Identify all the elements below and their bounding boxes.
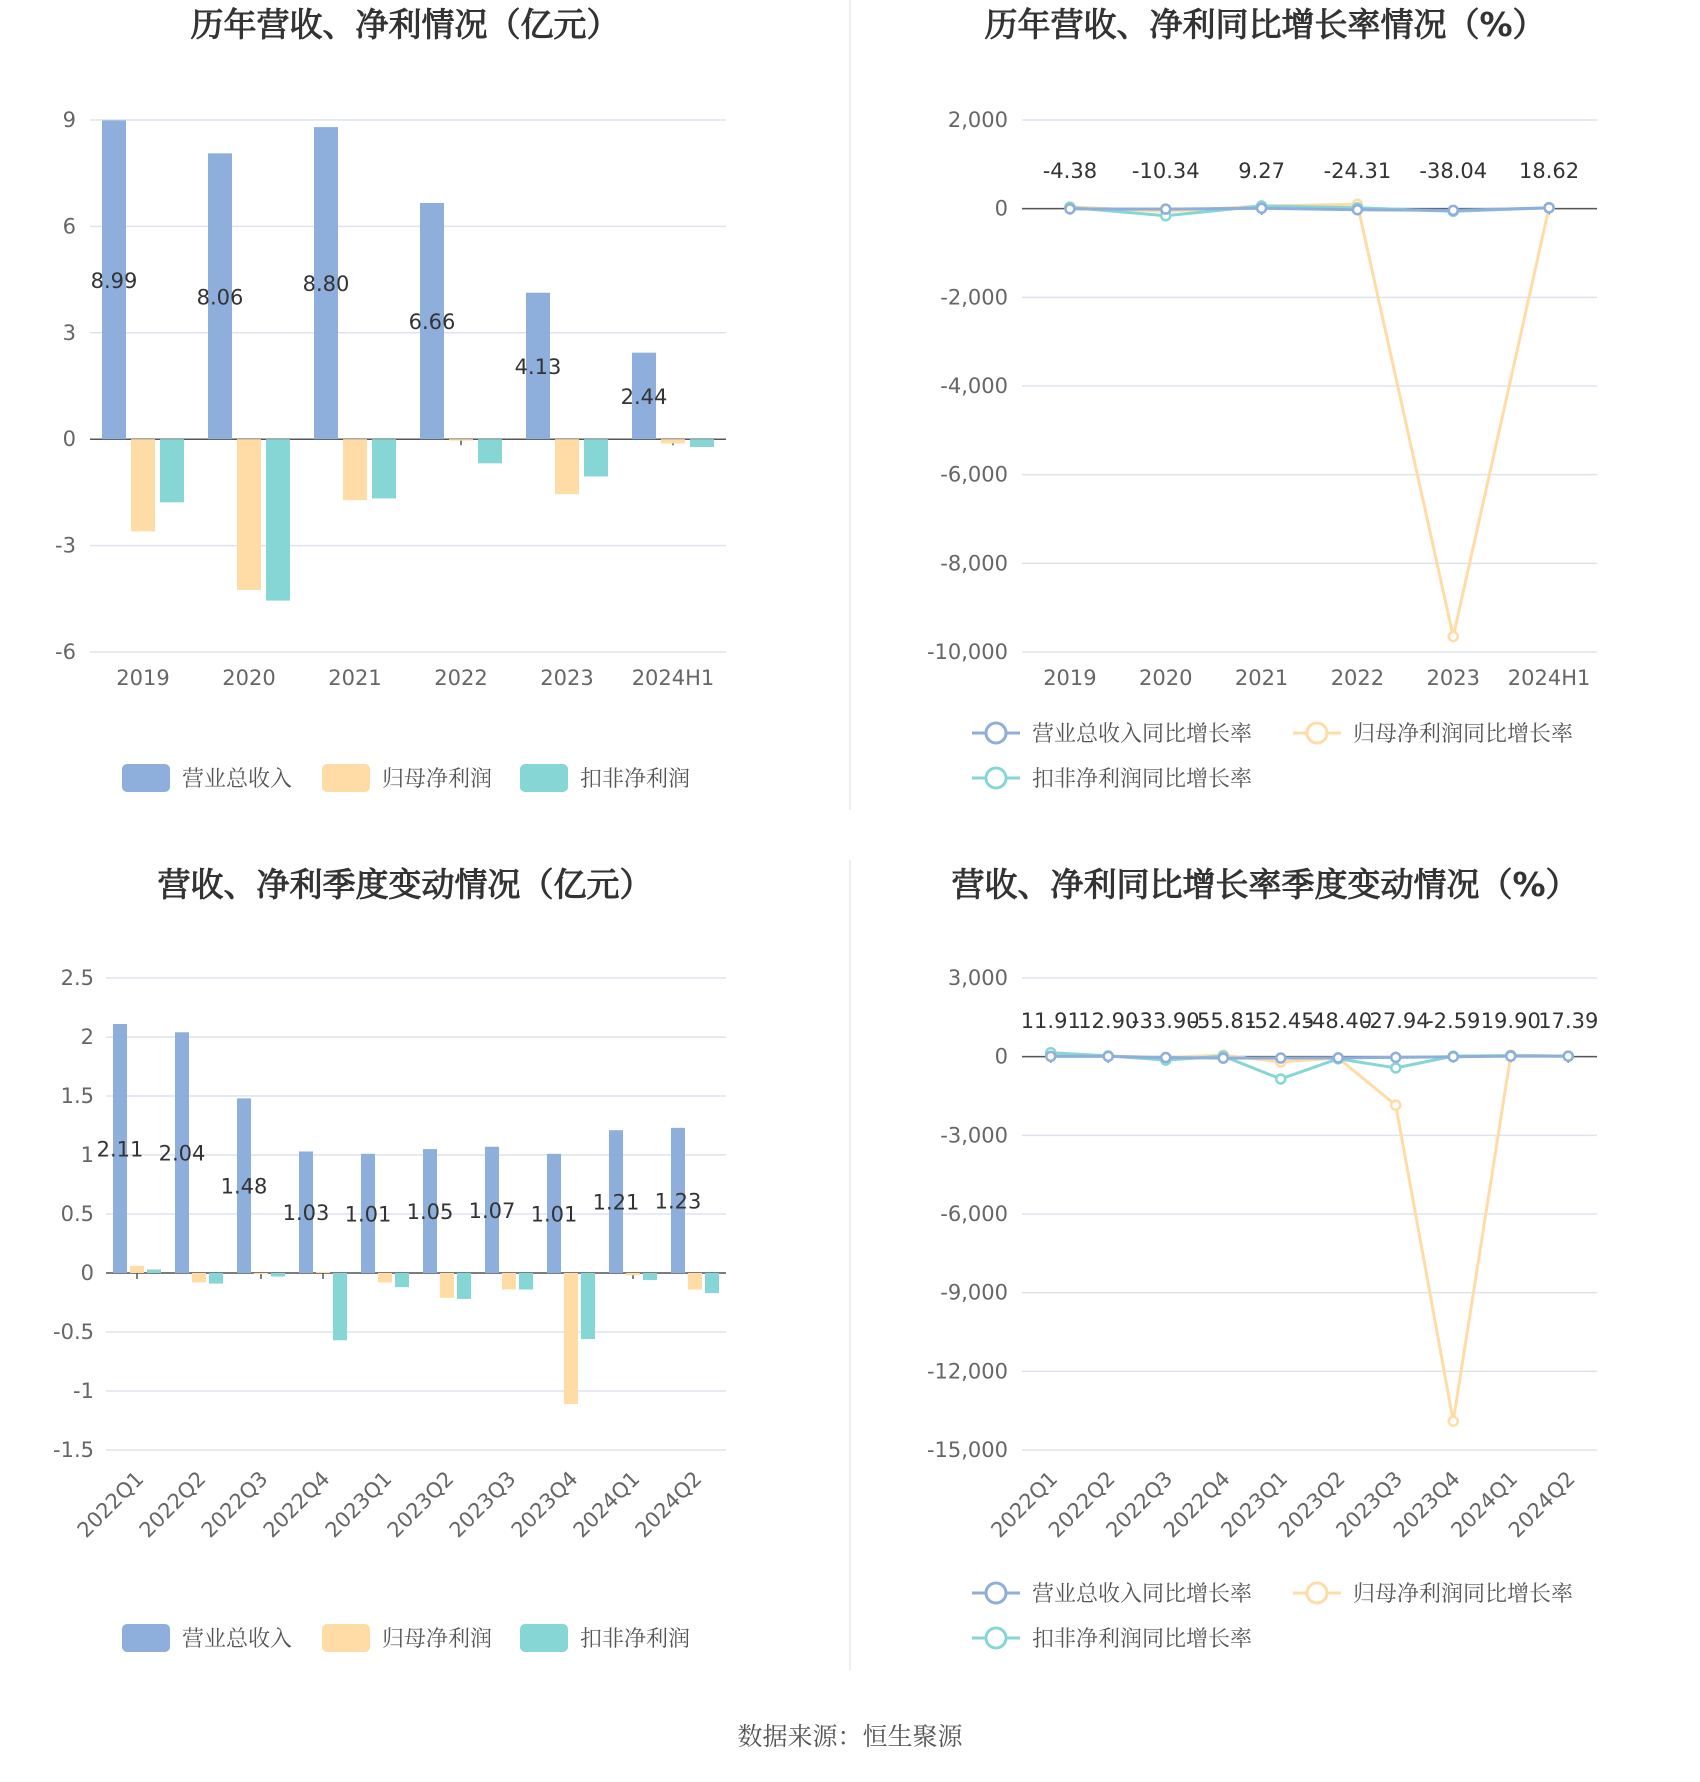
- y-tick-label: -8,000: [940, 551, 1008, 576]
- bar-net_profit: [555, 439, 579, 494]
- point-value-label: -10.34: [1131, 159, 1200, 183]
- bar-deducted_profit: [395, 1273, 409, 1287]
- series-point-revenue: [1506, 1052, 1515, 1061]
- legend-label: 扣非净利润同比增长率: [1032, 767, 1253, 792]
- legend-marker: [1307, 723, 1327, 743]
- bar-value-label: 1.23: [654, 1189, 702, 1214]
- x-category-label: 2022Q4: [1158, 1466, 1235, 1543]
- bar-value-label: 1.07: [468, 1198, 516, 1223]
- point-value-label: 12.90: [1078, 1009, 1139, 1033]
- bar-net_profit: [316, 1272, 330, 1273]
- bar-net_profit: [378, 1273, 392, 1282]
- bar-net_profit: [626, 1273, 640, 1275]
- y-tick-label: 0: [994, 196, 1008, 221]
- series-point-revenue: [1161, 205, 1170, 214]
- bar-net_profit: [564, 1273, 578, 1404]
- bar-value-label: 2.44: [620, 384, 668, 409]
- bar-net_profit: [130, 1266, 144, 1273]
- point-value-label: -27.94: [1361, 1009, 1430, 1033]
- series-point-revenue: [1065, 204, 1074, 213]
- y-tick-label: 1.5: [60, 1084, 94, 1108]
- x-category-label: 2024Q1: [1446, 1466, 1523, 1543]
- bar-deducted_profit: [584, 439, 608, 476]
- y-tick-label: -15,000: [926, 1438, 1008, 1462]
- x-category-label: 2024H1: [1507, 666, 1591, 690]
- legend-label: 扣非净利润: [580, 767, 691, 792]
- y-tick-label: 1: [80, 1143, 94, 1167]
- series-point-deducted_profit: [1276, 1074, 1285, 1083]
- bar-net_profit: [502, 1273, 516, 1290]
- series-point-net_profit: [1449, 632, 1458, 641]
- data-source-label: 数据来源：恒生聚源: [737, 1722, 963, 1751]
- y-tick-label: -4,000: [940, 374, 1008, 398]
- bar-net_profit: [254, 1273, 268, 1274]
- x-category-label: 2022Q1: [72, 1466, 149, 1543]
- y-tick-label: -9,000: [940, 1280, 1008, 1305]
- bar-value-label: 8.06: [196, 285, 244, 310]
- series-point-revenue: [1257, 204, 1266, 213]
- y-tick-label: 2: [80, 1025, 94, 1049]
- legend-label: 营业总收入: [182, 1627, 293, 1652]
- legend-label: 扣非净利润: [580, 1627, 691, 1652]
- bar-deducted_profit: [705, 1273, 719, 1293]
- y-tick-label: 0: [994, 1044, 1008, 1069]
- chart-title: 历年营收、净利同比增长率情况（%）: [984, 5, 1546, 44]
- series-point-net_profit: [1391, 1101, 1400, 1110]
- chart-quarterly-values: [53, 865, 726, 1652]
- series-point-revenue: [1449, 206, 1458, 215]
- x-category-label: 2021: [328, 666, 382, 690]
- bar-net_profit: [192, 1273, 206, 1282]
- series-point-revenue: [1449, 1052, 1458, 1061]
- legend-item-net_profit[interactable]: [1293, 1582, 1573, 1607]
- series-line-net_profit: [1051, 1054, 1569, 1421]
- series-point-deducted_profit: [1391, 1063, 1400, 1072]
- bar-deducted_profit: [160, 439, 184, 502]
- x-category-label: 2024Q1: [568, 1466, 645, 1543]
- bar-value-label: 1.01: [344, 1202, 392, 1227]
- series-point-revenue: [1219, 1054, 1228, 1063]
- series-point-revenue: [1545, 203, 1554, 212]
- bar-deducted_profit: [457, 1273, 471, 1299]
- series-point-net_profit: [1449, 1417, 1458, 1426]
- bar-deducted_profit: [519, 1273, 533, 1290]
- chart-quarterly-growth: [927, 865, 1598, 1652]
- x-category-label: 2023Q4: [1388, 1466, 1465, 1543]
- bar-deducted_profit: [147, 1269, 161, 1273]
- y-tick-label: -12,000: [926, 1359, 1008, 1384]
- legend-label: 归母净利润同比增长率: [1353, 722, 1574, 747]
- x-category-label: 2022Q4: [258, 1466, 335, 1543]
- x-category-label: 2023Q4: [506, 1466, 583, 1543]
- legend-marker: [986, 768, 1006, 788]
- x-category-label: 2020: [1139, 666, 1193, 690]
- series-line-net_profit: [1070, 204, 1549, 636]
- x-category-label: 2020: [222, 666, 276, 690]
- y-tick-label: -3: [55, 533, 76, 558]
- series-point-revenue: [1391, 1053, 1400, 1062]
- legend-label: 营业总收入同比增长率: [1032, 722, 1253, 747]
- bar-deducted_profit: [643, 1273, 657, 1280]
- point-value-label: 18.62: [1519, 159, 1580, 183]
- bar-net_profit: [449, 439, 473, 440]
- bar-value-label: 1.48: [220, 1174, 268, 1199]
- point-value-label: -2.59: [1426, 1009, 1481, 1033]
- x-category-label: 2023Q1: [1216, 1466, 1293, 1543]
- x-category-label: 2022: [434, 666, 488, 690]
- point-value-label: -4.38: [1042, 159, 1098, 183]
- y-tick-label: 2,000: [947, 108, 1008, 132]
- x-category-label: 2022Q2: [1043, 1466, 1120, 1543]
- bar-value-label: 2.11: [96, 1137, 144, 1162]
- legend-swatch: [322, 764, 370, 792]
- y-tick-label: -3,000: [940, 1123, 1008, 1148]
- y-tick-label: 3,000: [947, 966, 1008, 990]
- y-tick-label: -10,000: [926, 640, 1008, 664]
- legend-item-deducted_profit[interactable]: [972, 1627, 1252, 1652]
- point-value-label: -24.31: [1323, 159, 1392, 183]
- point-value-label: 17.39: [1538, 1009, 1599, 1033]
- legend-item-net_profit[interactable]: [322, 764, 492, 792]
- point-value-label: -38.04: [1419, 159, 1488, 183]
- bar-deducted_profit: [372, 439, 396, 498]
- y-tick-label: 9: [62, 108, 76, 132]
- legend-swatch: [122, 1624, 170, 1652]
- x-category-label: 2023: [540, 666, 594, 690]
- point-value-label: 19.90: [1480, 1009, 1541, 1033]
- x-category-label: 2022Q2: [134, 1466, 211, 1543]
- point-value-label: -33.90: [1131, 1009, 1200, 1033]
- bar-net_profit: [688, 1273, 702, 1290]
- legend-marker: [986, 1628, 1006, 1648]
- y-tick-label: -6,000: [940, 462, 1008, 487]
- chart-title: 营收、净利同比增长率季度变动情况（%）: [951, 865, 1579, 904]
- bar-deducted_profit: [271, 1273, 285, 1277]
- y-tick-label: -0.5: [53, 1320, 94, 1344]
- x-category-label: 2023Q2: [1273, 1466, 1350, 1543]
- bar-deducted_profit: [478, 439, 502, 463]
- bar-net_profit: [237, 439, 261, 590]
- y-tick-label: -1.5: [53, 1438, 94, 1462]
- x-category-label: 2022Q1: [986, 1466, 1063, 1543]
- series-point-revenue: [1564, 1052, 1573, 1061]
- bar-net_profit: [661, 439, 685, 443]
- bar-value-label: 8.99: [90, 268, 138, 293]
- legend-item-net_profit[interactable]: [1293, 722, 1573, 747]
- x-category-label: 2024H1: [631, 666, 715, 690]
- legend-item-revenue[interactable]: [972, 722, 1252, 747]
- y-tick-label: -1: [73, 1379, 94, 1403]
- x-category-label: 2024Q2: [630, 1466, 707, 1543]
- legend-item-revenue[interactable]: [972, 1582, 1252, 1607]
- x-category-label: 2022: [1330, 666, 1385, 690]
- legend-swatch: [322, 1624, 370, 1652]
- series-point-revenue: [1046, 1052, 1055, 1061]
- x-category-label: 2023: [1426, 666, 1480, 690]
- x-category-label: 2021: [1234, 666, 1289, 690]
- y-tick-label: 6: [62, 214, 76, 239]
- bar-value-label: 4.13: [514, 354, 562, 379]
- y-tick-label: 2.5: [60, 966, 94, 990]
- x-category-label: 2023Q3: [444, 1466, 521, 1543]
- x-category-label: 2022Q3: [1101, 1466, 1178, 1543]
- legend-marker: [1307, 1583, 1327, 1603]
- legend-label: 营业总收入同比增长率: [1032, 1582, 1253, 1607]
- legend-item-deducted_profit[interactable]: [520, 764, 690, 792]
- legend-label: 归母净利润: [382, 1627, 493, 1652]
- bar-deducted_profit: [690, 439, 714, 447]
- bar-value-label: 1.21: [592, 1190, 640, 1215]
- legend-item-deducted_profit[interactable]: [972, 767, 1252, 792]
- bar-net_profit: [440, 1273, 454, 1298]
- bar-deducted_profit: [581, 1273, 595, 1339]
- bar-deducted_profit: [333, 1273, 347, 1340]
- point-value-label: -55.81: [1189, 1009, 1258, 1033]
- y-tick-label: 0: [62, 427, 76, 452]
- legend-marker: [986, 1583, 1006, 1603]
- y-tick-label: 3: [62, 320, 76, 345]
- series-point-revenue: [1104, 1052, 1113, 1061]
- bar-deducted_profit: [266, 439, 290, 600]
- x-category-label: 2019: [1043, 666, 1097, 690]
- legend-item-net_profit[interactable]: [322, 1624, 492, 1652]
- series-point-revenue: [1334, 1053, 1343, 1062]
- point-value-label: 9.27: [1238, 159, 1285, 183]
- bar-value-label: 2.04: [158, 1141, 206, 1166]
- bar-value-label: 6.66: [408, 310, 456, 335]
- point-value-label: -52.45: [1246, 1009, 1315, 1033]
- legend-swatch: [520, 764, 568, 792]
- x-category-label: 2019: [116, 666, 170, 690]
- series-point-revenue: [1161, 1053, 1170, 1062]
- legend-label: 营业总收入: [182, 767, 293, 792]
- legend-label: 归母净利润: [382, 767, 493, 792]
- y-tick-label: -6,000: [940, 1202, 1008, 1226]
- x-category-label: 2023Q1: [320, 1466, 397, 1543]
- bar-net_profit: [131, 439, 155, 531]
- bar-net_profit: [343, 439, 367, 500]
- chart-annual-values: [55, 5, 726, 792]
- x-category-label: 2024Q2: [1503, 1466, 1580, 1543]
- legend-item-revenue[interactable]: [122, 1624, 292, 1652]
- bar-deducted_profit: [209, 1273, 223, 1284]
- bar-value-label: 8.80: [302, 272, 350, 297]
- legend-swatch: [122, 764, 170, 792]
- point-value-label: 11.91: [1020, 1009, 1081, 1033]
- bar-value-label: 1.05: [406, 1200, 454, 1225]
- x-category-label: 2023Q2: [382, 1466, 459, 1543]
- point-value-label: -48.40: [1304, 1009, 1373, 1033]
- y-tick-label: 0: [80, 1261, 94, 1285]
- x-category-label: 2023Q3: [1331, 1466, 1408, 1543]
- legend-swatch: [520, 1624, 568, 1652]
- y-tick-label: -6: [55, 640, 76, 664]
- bar-value-label: 1.03: [282, 1201, 330, 1226]
- y-tick-label: 0.5: [60, 1202, 94, 1226]
- legend-item-deducted_profit[interactable]: [520, 1624, 690, 1652]
- chart-title: 营收、净利季度变动情况（亿元）: [157, 865, 653, 904]
- legend-item-revenue[interactable]: [122, 764, 292, 792]
- series-point-revenue: [1276, 1054, 1285, 1063]
- y-tick-label: -2,000: [940, 285, 1008, 310]
- legend-marker: [986, 723, 1006, 743]
- legend-label: 归母净利润同比增长率: [1353, 1582, 1574, 1607]
- series-point-revenue: [1353, 205, 1362, 214]
- chart-title: 历年营收、净利情况（亿元）: [190, 5, 620, 44]
- bar-value-label: 1.01: [530, 1202, 578, 1227]
- legend-label: 扣非净利润同比增长率: [1032, 1627, 1253, 1652]
- chart-annual-growth: [927, 5, 1597, 792]
- x-category-label: 2022Q3: [196, 1466, 273, 1543]
